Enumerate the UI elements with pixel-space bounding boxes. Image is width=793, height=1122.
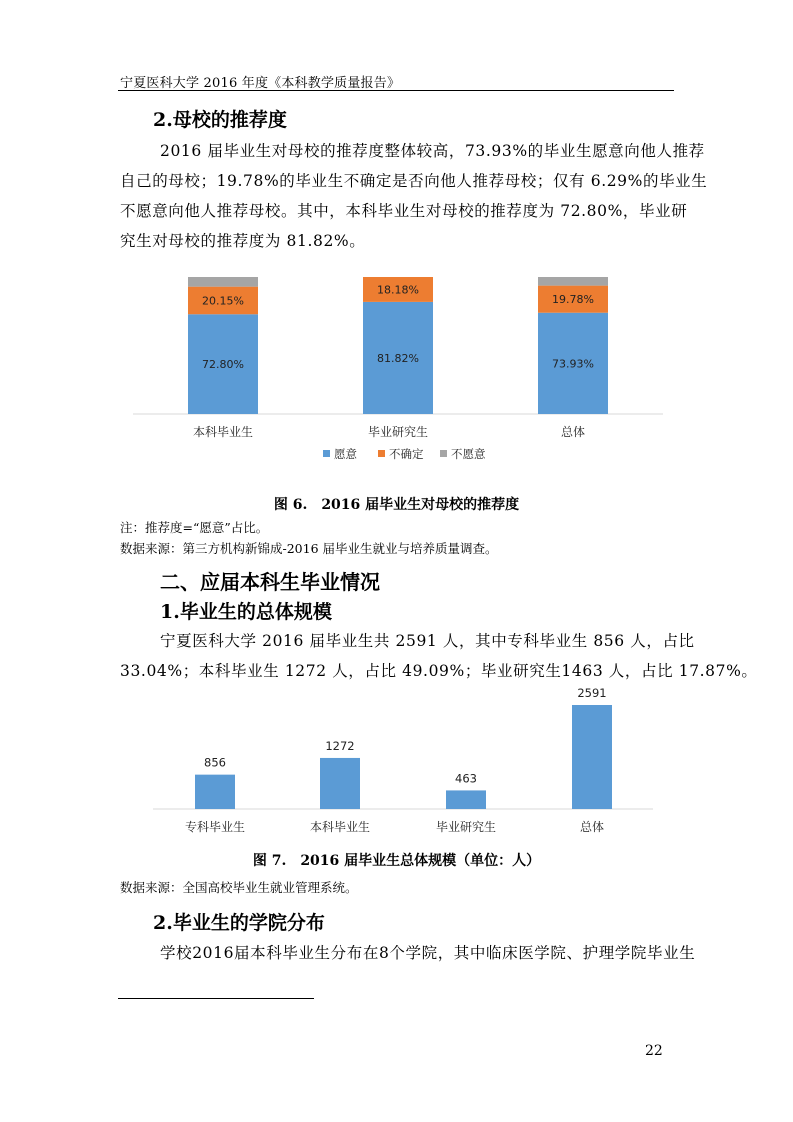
recommend-paragraph-line-1: 2016 届毕业生对母校的推荐度整体较高，73.93%的毕业生愿意向他人推荐 bbox=[160, 142, 705, 160]
data-label-1-1: 72.80% bbox=[202, 358, 244, 372]
graduates-paragraph-line-1: 宁夏医科大学 2016 届毕业生共 2591 人，其中专科毕业生 856 人，占比 bbox=[160, 632, 695, 650]
footnote-rule bbox=[118, 998, 314, 999]
recommend-paragraph-line-4: 究生对母校的推荐度为 81.82%。 bbox=[120, 232, 366, 250]
header-rule bbox=[118, 90, 674, 91]
data-label-2: 1272 bbox=[325, 738, 355, 753]
data-label-2-1: 20.15% bbox=[202, 294, 244, 308]
bar-4 bbox=[572, 705, 612, 809]
x-tick-label-3: 总体 bbox=[560, 425, 586, 439]
data-label-1: 856 bbox=[204, 755, 226, 770]
data-label-2-2: 18.18% bbox=[377, 283, 419, 297]
x-tick-label-3: 毕业研究生 bbox=[435, 820, 497, 834]
recommend-paragraph-line-2: 自己的母校；19.78%的毕业生不确定是否向他人推荐母校；仅有 6.29%的毕业生 bbox=[120, 172, 708, 190]
figure-6-caption: 图 6. 2016 届毕业生对母校的推荐度 bbox=[273, 497, 520, 513]
legend-label-2: 不确定 bbox=[389, 447, 424, 461]
bar-3-1 bbox=[188, 277, 258, 287]
subheading-college-distribution: 2.毕业生的学院分布 bbox=[153, 912, 325, 934]
figure-6-note: 注：推荐度=“愿意”占比。 bbox=[120, 520, 269, 535]
x-tick-label-2: 毕业研究生 bbox=[367, 425, 429, 439]
x-tick-label-4: 总体 bbox=[579, 820, 605, 834]
recommendation-stacked-bar-chart bbox=[118, 262, 678, 477]
section-heading-graduates: 二、应届本科生毕业情况 bbox=[160, 570, 380, 594]
figure-7-caption: 图 7. 2016 届毕业生总体规模（单位：人） bbox=[252, 853, 541, 869]
data-label-2-3: 19.78% bbox=[552, 293, 594, 307]
college-paragraph-line-1: 学校2016届本科毕业生分布在8个学院，其中临床医学院、护理学院毕业生 bbox=[160, 944, 696, 962]
bar-1 bbox=[195, 775, 235, 809]
recommend-paragraph-line-3: 不愿意向他人推荐母校。其中，本科毕业生对母校的推荐度为 72.80%，毕业研 bbox=[120, 202, 688, 220]
data-label-1-3: 73.93% bbox=[552, 357, 594, 371]
bar-2 bbox=[320, 758, 360, 809]
subheading-graduate-scale: 1.毕业生的总体规模 bbox=[160, 601, 332, 623]
data-label-3: 463 bbox=[455, 771, 477, 786]
legend-label-3: 不愿意 bbox=[451, 447, 486, 461]
legend-swatch-1 bbox=[323, 450, 330, 457]
figure-7-source: 数据来源：全国高校毕业生就业管理系统。 bbox=[120, 880, 358, 895]
x-tick-label-1: 本科毕业生 bbox=[192, 425, 254, 439]
data-label-1-2: 81.82% bbox=[377, 351, 419, 365]
legend-label-1: 愿意 bbox=[334, 447, 357, 461]
bar-3-3 bbox=[538, 277, 608, 286]
legend-swatch-3 bbox=[440, 450, 447, 457]
bar-3 bbox=[446, 790, 486, 809]
x-tick-label-1: 专科毕业生 bbox=[184, 820, 246, 834]
page-number: 22 bbox=[645, 1043, 663, 1059]
legend-swatch-2 bbox=[378, 450, 385, 457]
x-tick-label-2: 本科毕业生 bbox=[309, 820, 371, 834]
graduate-scale-bar-chart bbox=[118, 680, 678, 840]
figure-6-source: 数据来源：第三方机构新锦成-2016 届毕业生就业与培养质量调查。 bbox=[120, 541, 498, 556]
section-heading-recommend: 2.母校的推荐度 bbox=[153, 109, 287, 131]
running-header: 宁夏医科大学 2016 年度《本科教学质量报告》 bbox=[120, 76, 401, 91]
graduates-paragraph-line-2: 33.04%；本科毕业生 1272 人，占比 49.09%；毕业研究生1463 人，占比 17.87%。 bbox=[120, 662, 758, 680]
data-label-4: 2591 bbox=[577, 686, 607, 700]
